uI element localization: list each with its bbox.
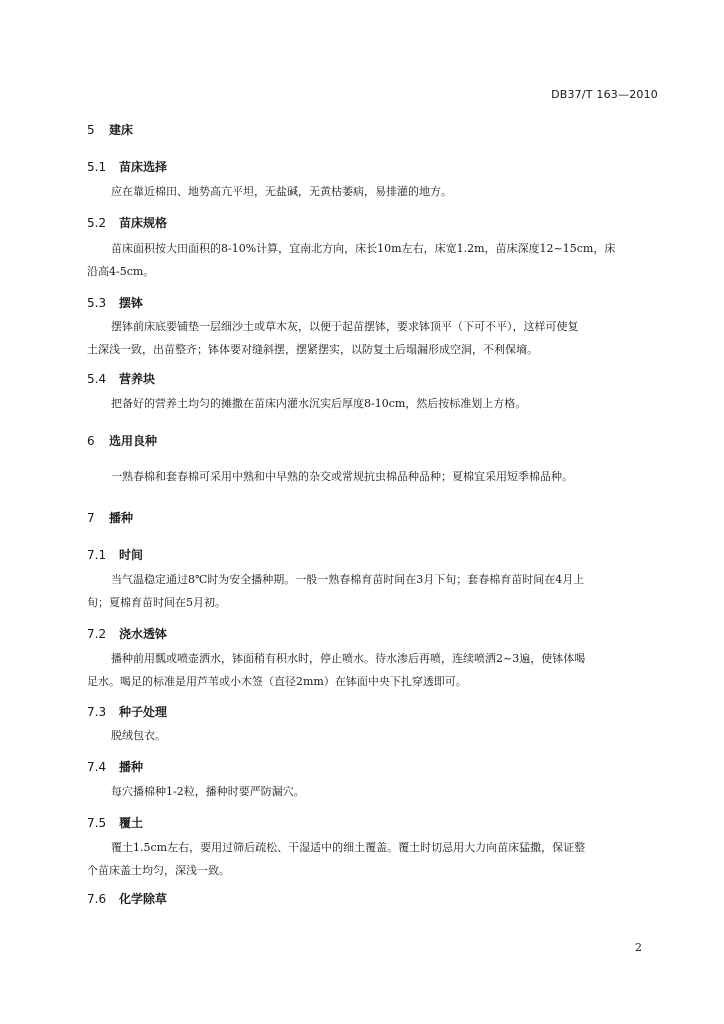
section-title: 浇水透钵 — [119, 627, 168, 641]
paragraph-5-2 — [87, 237, 657, 283]
section-number: 5 — [87, 123, 95, 137]
paragraph-5-1 — [87, 180, 657, 203]
section-heading-5-4 — [87, 370, 155, 387]
paragraph-line: 每穴播棉种1-2粒，播种时要严防漏穴。 — [111, 785, 305, 798]
paragraph-7-4 — [87, 780, 657, 803]
section-number: 5.1 — [87, 160, 107, 174]
section-heading-7-1 — [87, 546, 143, 563]
section-number: 6 — [87, 434, 95, 448]
section-heading-7-2 — [87, 625, 167, 642]
paragraph-line: 足水。喝足的标准是用芦苇或小木签（直径2mm）在钵面中央下扎穿透即可。 — [87, 675, 467, 688]
section-number: 7.1 — [87, 548, 107, 562]
section-heading-5-2 — [87, 214, 167, 231]
paragraph-5-3 — [87, 315, 657, 361]
paragraph-line: 播种前用瓢或喷壶洒水，钵面稍有积水时，停止喷水。待水渗后再喷，连续喷洒2~3遍，使钵体喝 — [111, 652, 586, 665]
section-heading-5-3 — [87, 294, 143, 311]
section-title: 苗床选择 — [119, 160, 168, 174]
section-heading-7-3 — [87, 703, 167, 720]
paragraph-line: 一熟春棉和套春棉可采用中熟和中早熟的杂交或常规抗虫棉品种品种；夏棉宜采用短季棉品种。 — [111, 470, 573, 483]
section-heading-7-6 — [87, 890, 167, 907]
section-number: 5.2 — [87, 216, 107, 230]
paragraph-line: 旬；夏棉育苗时间在5月初。 — [87, 596, 226, 609]
section-title: 播种 — [119, 760, 144, 774]
paragraph-7-3 — [87, 724, 657, 747]
section-heading-7-4 — [87, 758, 143, 775]
paragraph-line: 应在靠近棉田、地势高亢平坦，无盐碱，无黄枯萎病，易排灌的地方。 — [111, 185, 452, 198]
section-heading-7 — [87, 509, 133, 526]
paragraph-line: 个苗床盖土均匀，深浅一致。 — [87, 864, 230, 877]
paragraph-line: 苗床面积按大田面积的8-10%计算，宜南北方向，床长10m左右，床宽1.2m，苗床深度12~15cm，床 — [111, 242, 616, 255]
paragraph-line: 覆土1.5cm左右，要用过筛后疏松、干湿适中的细土覆盖。覆土时切忌用大力向苗床猛撒，保证整 — [111, 841, 586, 854]
section-title: 时间 — [119, 548, 144, 562]
section-heading-7-5 — [87, 814, 143, 831]
paragraph-7-5 — [87, 836, 657, 882]
paragraph-line: 土深浅一致，出苗整齐；钵体要对缝斜摆，摆紧摆实，以防复土后塌漏形成空洞，不利保墒。 — [87, 343, 538, 356]
paragraph-line: 摆钵前床底要铺垫一层细沙土或草木灰，以便于起苗摆钵，要求钵顶平（下可不平），这样可使复 — [111, 320, 579, 333]
section-number: 7.4 — [87, 760, 107, 774]
paragraph-6 — [87, 465, 657, 488]
section-number: 7 — [87, 511, 95, 525]
page-number: 2 — [635, 941, 642, 954]
paragraph-line: 脱绒包衣。 — [111, 729, 166, 742]
section-heading-5-1 — [87, 158, 167, 175]
section-number: 5.3 — [87, 296, 107, 310]
section-number: 7.2 — [87, 627, 107, 641]
paragraph-line: 沿高4-5cm。 — [87, 265, 155, 278]
section-title: 建床 — [109, 123, 134, 137]
section-title: 化学除草 — [119, 892, 168, 906]
section-title: 种子处理 — [119, 705, 168, 719]
section-title: 摆钵 — [119, 296, 144, 310]
document-code: DB37/T 163—2010 — [551, 88, 658, 101]
section-number: 5.4 — [87, 372, 107, 386]
paragraph-5-4 — [87, 392, 657, 415]
section-title: 覆土 — [119, 816, 144, 830]
section-number: 7.5 — [87, 816, 107, 830]
paragraph-line: 当气温稳定通过8℃时为安全播种期。一般一熟春棉育苗时间在3月下旬；套春棉育苗时间在4月上 — [111, 573, 585, 586]
paragraph-7-2 — [87, 647, 657, 693]
paragraph-line: 把备好的营养土均匀的摊撒在苗床内灌水沉实后厚度8-10cm，然后按标准划上方格。 — [111, 397, 527, 410]
section-number: 7.3 — [87, 705, 107, 719]
section-number: 7.6 — [87, 892, 107, 906]
paragraph-7-1 — [87, 568, 657, 614]
section-title: 苗床规格 — [119, 216, 168, 230]
section-title: 播种 — [109, 511, 134, 525]
section-heading-6 — [87, 432, 157, 449]
section-heading-5 — [87, 121, 133, 138]
section-title: 营养块 — [119, 372, 156, 386]
section-title: 选用良种 — [109, 434, 158, 448]
